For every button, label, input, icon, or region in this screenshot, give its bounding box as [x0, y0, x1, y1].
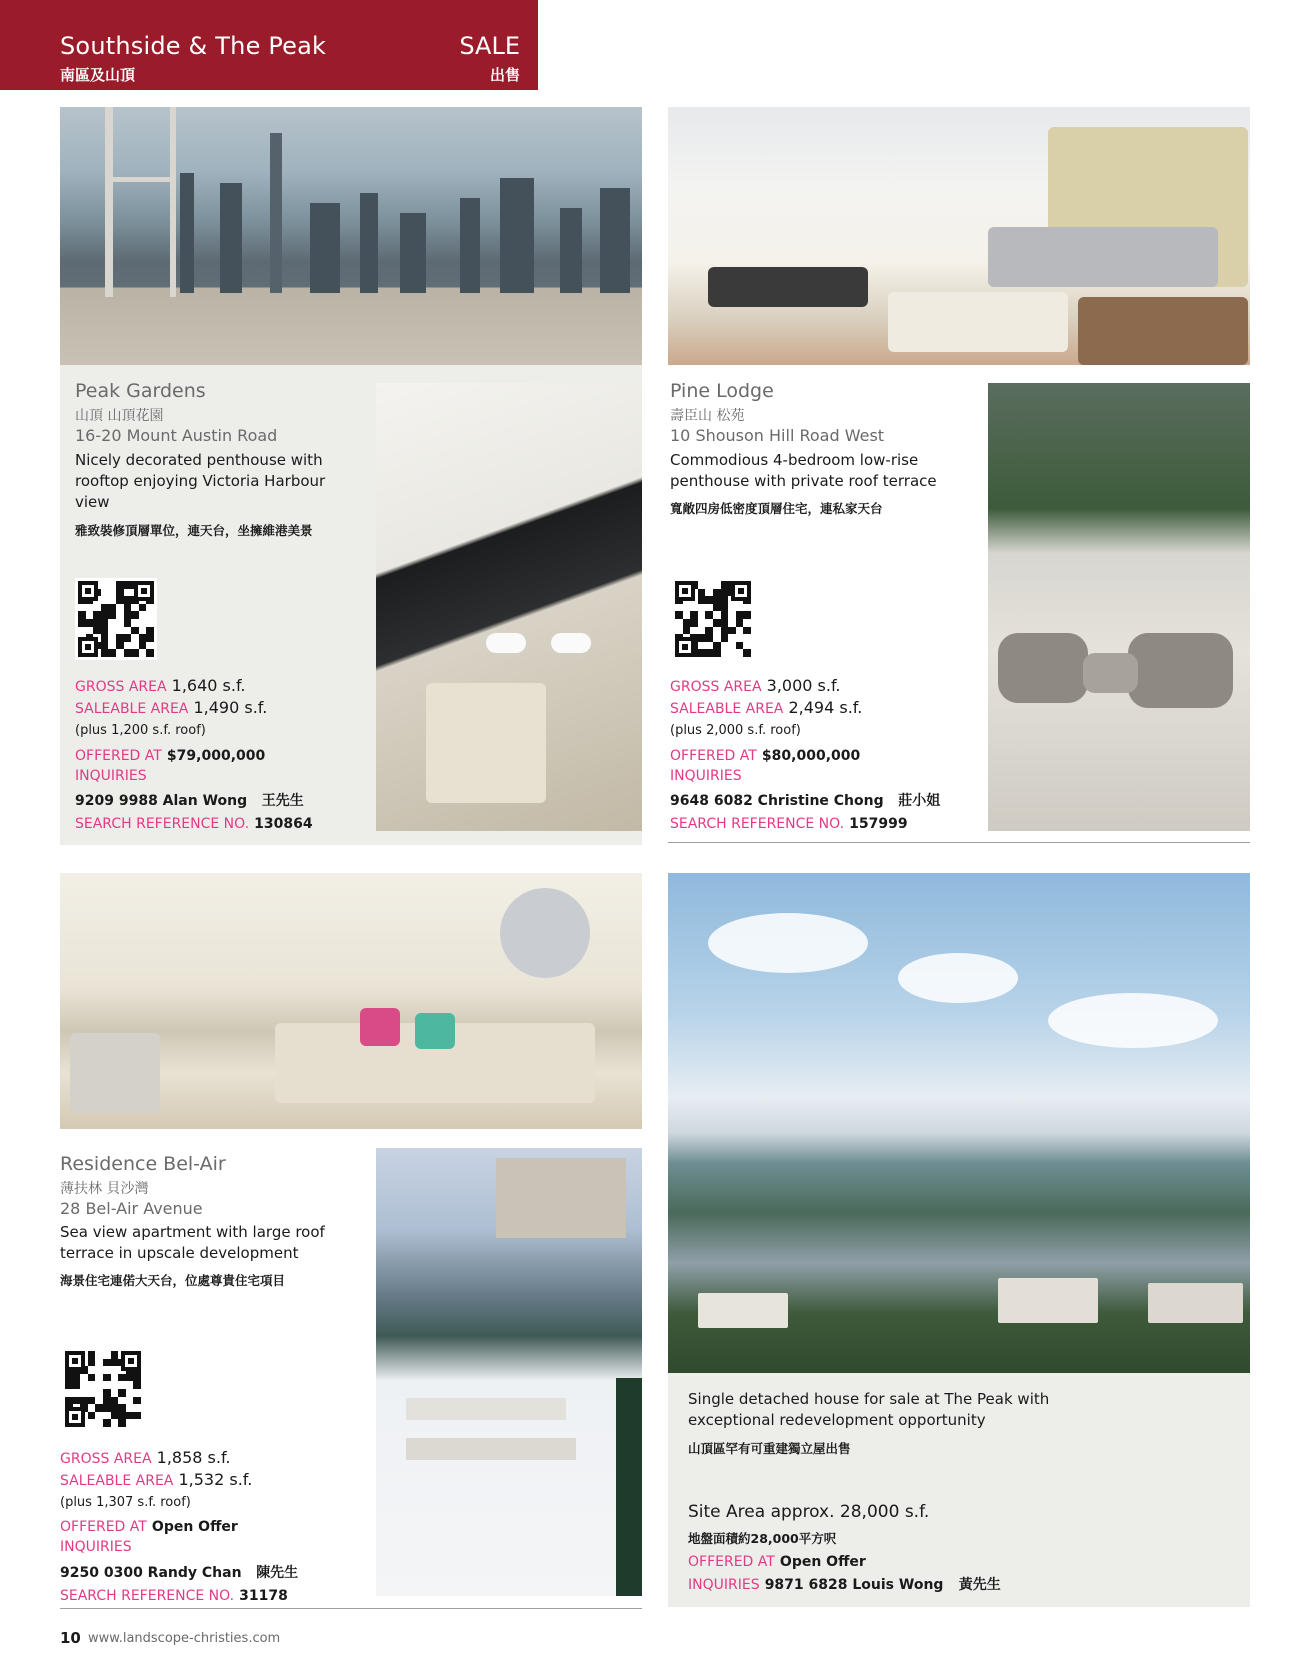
gross-area-value: 1,858 s.f.: [156, 1448, 231, 1467]
contact-name: 9209 9988 Alan Wong: [75, 793, 248, 809]
listing-description: Nicely decorated penthouse with rooftop enjoying Victoria Harbour view: [75, 451, 326, 511]
offered-at: [688, 1551, 866, 1570]
inquiries-label: INQUIRIES: [60, 1539, 132, 1555]
saleable-area-value: 1,490 s.f.: [193, 698, 268, 717]
inquiries-label: INQUIRIES: [75, 768, 147, 784]
saleable-area: [75, 698, 267, 717]
website-link[interactable]: www.landscope-christies.com: [88, 1631, 281, 1646]
feature-description: Single detached house for sale at The Peak with exceptional redevelopment opportunity: [688, 1390, 1050, 1429]
listing-description-zh: 雅致裝修頂層單位，連天台，坐擁維港美景: [75, 523, 313, 538]
contact-name-zh: 王先生: [261, 793, 304, 809]
listing-title: Residence Bel-Air: [60, 1153, 226, 1175]
section-header: [0, 0, 538, 90]
listing-title-zh: 山頂 山頂花園: [75, 408, 164, 424]
listing-description: Sea view apartment with large roof terrace in upscale development: [60, 1223, 325, 1262]
search-reference-label: SEARCH REFERENCE NO.: [75, 816, 250, 832]
offered-at-label: OFFERED AT: [75, 748, 162, 764]
offered-at-label: OFFERED AT: [670, 748, 757, 764]
listing-description: Commodious 4-bedroom low-rise penthouse with private roof terrace: [670, 451, 937, 490]
pine-lodge-living-room-photo: [668, 107, 1250, 365]
offered-at: [60, 1516, 238, 1535]
divider: [668, 842, 1250, 843]
search-reference-label: SEARCH REFERENCE NO.: [60, 1588, 235, 1604]
peak-gardens-view-photo: [60, 107, 642, 365]
inquiries-label: INQUIRIES: [670, 768, 742, 784]
page-number: 10: [60, 1629, 81, 1647]
search-reference: [670, 813, 908, 832]
saleable-area: [60, 1470, 252, 1489]
listing-address: 10 Shouson Hill Road West: [670, 426, 885, 445]
roof-area-note: (plus 1,200 s.f. roof): [75, 723, 206, 738]
region-title-zh: 南區及山頂: [60, 66, 136, 84]
listing-title: Pine Lodge: [670, 380, 774, 402]
qr-code[interactable]: [62, 1348, 144, 1430]
feature-description-zh: 山頂區罕有可重建獨立屋出售: [688, 1441, 851, 1456]
offered-at: [670, 745, 860, 764]
site-area: Site Area approx. 28,000 s.f.: [688, 1502, 930, 1522]
inquiries: [688, 1574, 1001, 1594]
gross-area-value: 3,000 s.f.: [766, 676, 841, 695]
saleable-area-label: SALEABLE AREA: [75, 701, 189, 717]
qr-code[interactable]: [672, 578, 754, 660]
gross-area: [670, 676, 841, 695]
search-reference: [60, 1585, 288, 1604]
search-reference-value: 130864: [254, 816, 313, 832]
qr-code[interactable]: [75, 578, 157, 660]
offered-at-label: OFFERED AT: [60, 1519, 147, 1535]
region-title: Southside & The Peak: [60, 32, 327, 60]
offered-at: [75, 745, 265, 764]
contact-name: 9871 6828 Louis Wong: [764, 1577, 944, 1593]
saleable-area-value: 1,532 s.f.: [178, 1470, 253, 1489]
gross-area: [75, 676, 246, 695]
roof-area-note: (plus 1,307 s.f. roof): [60, 1495, 191, 1510]
gross-area-value: 1,640 s.f.: [171, 676, 246, 695]
contact: [670, 790, 940, 810]
offered-at-value: $80,000,000: [761, 748, 861, 764]
divider: [60, 1608, 642, 1609]
contact-name-zh: 莊小姐: [898, 793, 941, 809]
gross-area: [60, 1448, 231, 1467]
offered-at-value: Open Offer: [151, 1519, 238, 1535]
saleable-area-label: SALEABLE AREA: [60, 1473, 174, 1489]
site-area-zh: 地盤面積約28,000平方呎: [688, 1531, 837, 1546]
search-reference-label: SEARCH REFERENCE NO.: [670, 816, 845, 832]
contact: [60, 1562, 298, 1582]
saleable-area: [670, 698, 862, 717]
listing-address: 16-20 Mount Austin Road: [75, 426, 278, 445]
offered-at-value: Open Offer: [779, 1554, 866, 1570]
listing-title: Peak Gardens: [75, 380, 206, 402]
listing-description-zh: 寬敞四房低密度頂層住宅，連私家天台: [670, 501, 883, 516]
residence-bel-air-terrace-photo: [376, 1148, 642, 1596]
residence-bel-air-living-room-photo: [60, 873, 642, 1129]
contact: [75, 790, 304, 810]
sale-label: SALE: [459, 32, 520, 60]
gross-area-label: GROSS AREA: [670, 679, 762, 695]
offered-at-label: OFFERED AT: [688, 1554, 775, 1570]
contact-name-zh: 陳先生: [256, 1565, 299, 1581]
contact-name-zh: 黃先生: [958, 1577, 1001, 1593]
inquiries-label: INQUIRIES: [688, 1577, 760, 1593]
search-reference: [75, 813, 313, 832]
gross-area-label: GROSS AREA: [75, 679, 167, 695]
roof-area-note: (plus 2,000 s.f. roof): [670, 723, 801, 738]
contact-name: 9648 6082 Christine Chong: [670, 793, 884, 809]
listing-address: 28 Bel-Air Avenue: [60, 1199, 203, 1218]
sale-label-zh: 出售: [489, 66, 520, 84]
pine-lodge-roof-terrace-photo: [988, 383, 1250, 831]
gross-area-label: GROSS AREA: [60, 1451, 152, 1467]
peak-gardens-kitchen-photo: [376, 383, 642, 831]
search-reference-value: 31178: [239, 1588, 288, 1604]
listing-title-zh: 壽臣山 松苑: [670, 408, 745, 424]
saleable-area-label: SALEABLE AREA: [670, 701, 784, 717]
listing-title-zh: 薄扶林 貝沙灣: [60, 1181, 149, 1197]
peak-house-view-photo: [668, 873, 1250, 1373]
search-reference-value: 157999: [849, 816, 908, 832]
saleable-area-value: 2,494 s.f.: [788, 698, 863, 717]
contact-name: 9250 0300 Randy Chan: [60, 1565, 242, 1581]
offered-at-value: $79,000,000: [166, 748, 266, 764]
listing-description-zh: 海景住宅連偌大天台，位處尊貴住宅項目: [60, 1273, 286, 1288]
